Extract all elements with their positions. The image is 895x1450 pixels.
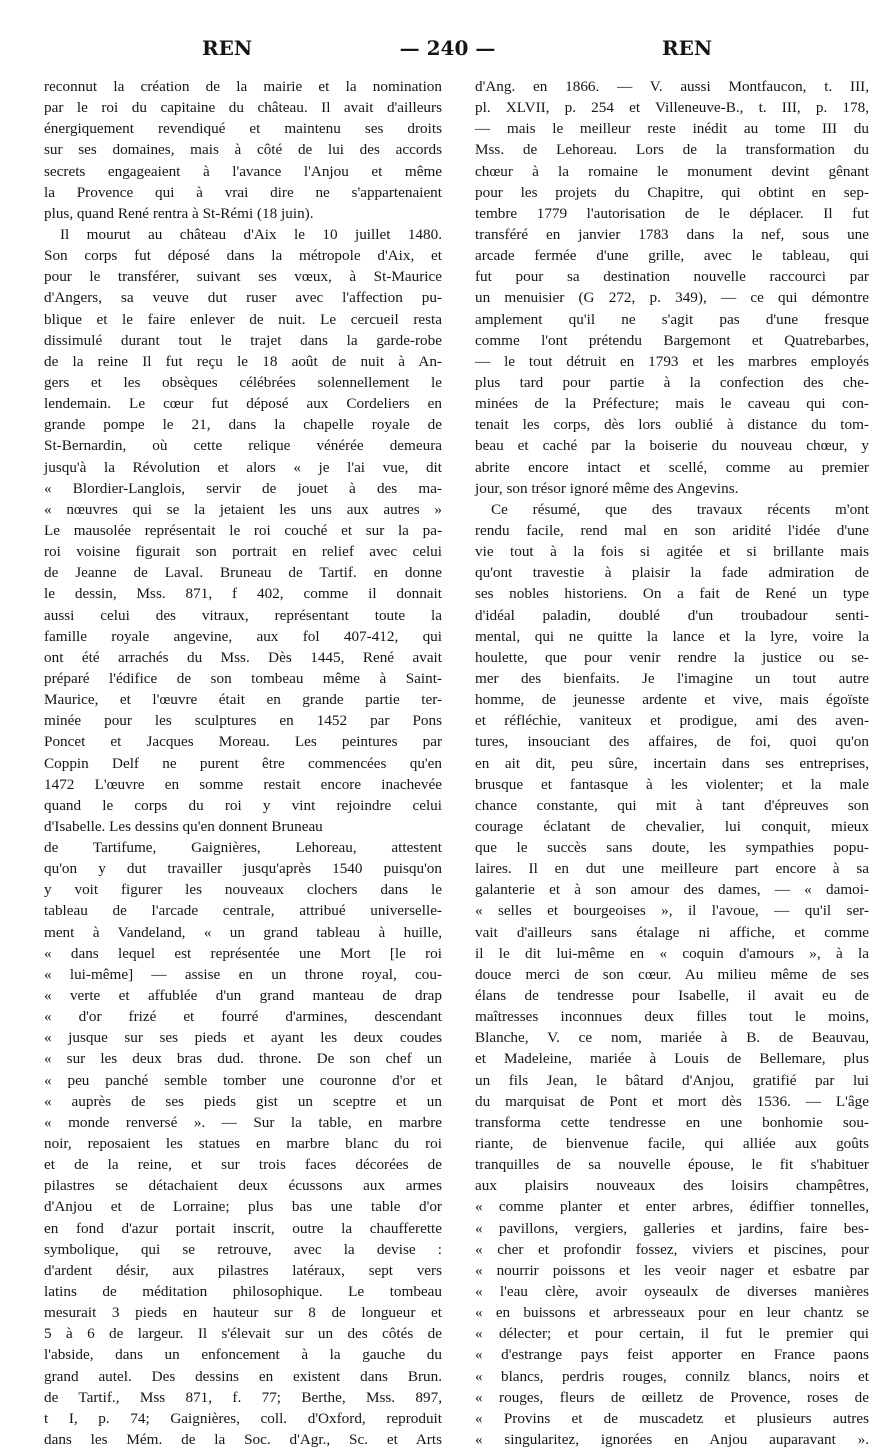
text-line: fut pour sa destination nouvelle raccourci par [475, 268, 869, 286]
text-line: « rouges, fleurs de œilletz de Provence, roses de [475, 1388, 869, 1406]
text-line: chœur à la romaine le monument devint gênant [475, 162, 869, 180]
text-line: Le mausolée représentait le roi couché et sur la pa- [44, 521, 442, 539]
text-line: « d'estrange pays feist apporter en France paons [475, 1346, 869, 1364]
text-line: secrets engageaient à l'avance l'Anjou et même [44, 162, 442, 180]
left-column [44, 76, 442, 1448]
text-line: Il mourut au château d'Aix le 10 juillet 1480. [60, 225, 442, 243]
text-line: et de la reine, et sur trois faces décorées de [44, 1156, 442, 1174]
text-line: « auprès de ses pieds gist un sceptre et un [44, 1092, 442, 1110]
text-line: et réfléchie, vaniteux et prodigue, ami des aven- [475, 712, 869, 730]
text-line: « Provins et de muscadetz et plusieurs autres [475, 1409, 869, 1427]
text-line: grande pompe le 21, dans la chapelle royale de [44, 416, 442, 434]
text-line: symbolique, qui se retrouve, avec la devise : [44, 1240, 442, 1258]
text-line: un menuisier (G 272, p. 349), — ce qui démontre [475, 289, 869, 307]
text-line: ses nobles historiens. On a fait de René un type [475, 585, 869, 603]
text-line: « singularitez, ignorées en Anjou auparavant ». [475, 1431, 869, 1448]
text-line: vie tout à la fois si agitée et si brillante mais [475, 543, 869, 561]
text-line: reconnut la création de la mairie et la nomination [44, 78, 442, 95]
text-line: quand le corps du roi y vint rejoindre celui [44, 796, 442, 814]
text-line: comme l'ont prétendu Bargemont et Quatrebarbes, [475, 331, 869, 349]
text-line: aux plaisirs nouveaux des loisirs champêtres, [475, 1177, 869, 1195]
text-line: en ait dit, peu sûre, incertain dans ses entreprises, [475, 754, 869, 772]
text-line: de la reine Il fut reçu le 18 août de nuit à An- [44, 352, 442, 370]
text-line: mer des bienfaits. Je l'imagine un tout autre [475, 669, 869, 687]
text-line: « en buissons et arbresseaux pour en leur chantz se [475, 1304, 869, 1322]
text-line: tranquilles de sa nouvelle épouse, le fit s'habituer [475, 1156, 869, 1174]
text-line: « Blordier-Langlois, servir de jouet à des ma- [44, 479, 442, 497]
text-line: élans de tendresse pour Isabelle, il avait eu de [475, 987, 869, 1005]
text-line: sur ses domaines, mais à côté de lui des accords [44, 141, 442, 159]
page-number: — 240 — [399, 36, 496, 60]
text-line: « d'or frizé et fourré d'armines, descendant [44, 1008, 442, 1026]
text-line: noir, reposaient les statues en marbre blanc du roi [44, 1135, 442, 1153]
text-line: d'Angers, sa veuve dut ruser avec l'affection pu- [44, 289, 442, 307]
text-line: préparé l'édifice de son tombeau même à Saint- [44, 669, 442, 687]
text-line: mental, qui ne quitte la lance et la lyre, voire la [475, 627, 869, 645]
text-line: d'Isabelle. Les dessins qu'en donnent Bruneau [44, 817, 323, 835]
text-line: transféré en janvier 1783 dans la nef, sous une [475, 225, 869, 243]
text-line: « délecter; et pour certain, il fut le premier qui [475, 1325, 869, 1343]
text-line: l'abside, dans un enfoncement à la gauche du [44, 1346, 442, 1364]
text-line: blique et le faire enlever de nuit. Le cercueil resta [44, 310, 442, 328]
header-left-keyword: REN [202, 36, 253, 60]
text-line: « pavillons, vergiers, galleries et jardins, faire bes- [475, 1219, 869, 1237]
text-line: brusque et fantasque à les violenter; et la male [475, 775, 869, 793]
text-line: du marquisat de Pont et mort dès 1536. — L'âge [475, 1092, 869, 1110]
text-line: « nœuvres qui se la jetaient les uns aux autres » [44, 500, 442, 518]
text-line: plus tard pour partie à la confection des che- [475, 373, 869, 391]
text-line: abrite encore intact et scellé, comme au premier [475, 458, 869, 476]
text-line: pour le transférer, suivant ses vœux, à St-Maurice [44, 268, 442, 286]
text-line: famille royale angevine, aux fol 407-412, qui [44, 627, 442, 645]
text-line: pl. XLVII, p. 254 et Villeneuve-B., t. III, p. 178, [475, 99, 869, 117]
text-line: un fils Jean, le bâtard d'Anjou, gratifié par lui [475, 1071, 869, 1089]
text-line: d'ardent désir, aux pilastres latéraux, sept vers [44, 1261, 442, 1279]
text-line: lendemain. Le cœur fut déposé aux Cordeliers en [44, 395, 442, 413]
right-column [475, 76, 869, 1448]
text-line: 1472 L'œuvre en somme restait encore inachevée [44, 775, 442, 793]
text-line: riante, de bienvenue facile, qui alliée aux goûts [475, 1135, 869, 1153]
text-line: « blancs, perdris rouges, connilz blancs, noirs et [475, 1367, 869, 1385]
text-line: Blanche, V. ce nom, mariée à B. de Beauvau, [475, 1029, 869, 1047]
text-line: tableau de l'arcade centrale, attribué universelle- [44, 902, 442, 920]
text-line: d'Ang. en 1866. — V. aussi Montfaucon, t. III, [475, 78, 869, 95]
text-line: ment à Vandeland, « un grand tableau à huille, [44, 923, 442, 941]
text-line: énergiquement revendiqué et maintenu ses droits [44, 120, 442, 138]
text-line: beau et caché par la boiserie du nouveau chœur, y [475, 437, 869, 455]
text-line: dissimulé durant tout le trajet dans la garde-robe [44, 331, 442, 349]
text-line: de Jeanne de Laval. Bruneau de Tartif. en donne [44, 564, 442, 582]
text-line: tures, insouciant des affaires, de foi, quoi qu'on [475, 733, 869, 751]
text-line: pour les projets du Chapitre, qui obtint en sep- [475, 183, 869, 201]
text-line: t I, p. 74; Gaignières, coll. d'Oxford, reproduit [44, 1409, 442, 1427]
text-line: « nourrir poissons et les veoir nager et esbatre par [475, 1261, 869, 1279]
text-line: et Madeleine, mariée à Louis de Bellemare, plus [475, 1050, 869, 1068]
text-line: mesurait 3 pieds en hauteur sur 8 de longueur et [44, 1304, 442, 1322]
text-line: minée pour les sculptures en 1452 par Pons [44, 712, 442, 730]
text-line: plus, quand René rentra à St-Rémi (18 juin). [44, 204, 314, 222]
text-line: dans les Mém. de la Soc. d'Agr., Sc. et Arts [44, 1431, 442, 1448]
text-line: courage éclatant de chevalier, lui conquit, mieux [475, 817, 869, 835]
text-line: — le tout détruit en 1793 et les marbres employés [475, 352, 869, 370]
text-line: gers et les obsèques célébrées solennellement le [44, 373, 442, 391]
text-line: laires. Il en dut une meilleure part encore à sa [475, 860, 869, 878]
text-line: chance constante, qui mit à tant d'épreuves son [475, 796, 869, 814]
text-line: de Tartif., Mss 871, f. 77; Berthe, Mss. 897, [44, 1388, 442, 1406]
text-line: jour, son trésor ignoré même des Angevins. [475, 479, 739, 497]
text-line: « sur les deux bras dud. throne. De son chef un [44, 1050, 442, 1068]
text-line: la Provence qui à vrai dire ne s'appartenaient [44, 183, 442, 201]
text-line: grand autel. Des dessins en existent dans Brun. [44, 1367, 442, 1385]
text-line: douce merci de son cœur. Au milieu même de ses [475, 965, 869, 983]
header-right-keyword: REN [662, 36, 713, 60]
text-line: « cher et profondir fossez, viviers et piscines, pour [475, 1240, 869, 1258]
text-line: amplement qu'il ne s'agit pas d'une fresque [475, 310, 869, 328]
text-line: le dessin, Mss. 871, f 402, comme il donnait [44, 585, 442, 603]
text-line: en fond d'azur portait inscrit, outre la chaufferette [44, 1219, 442, 1237]
text-line: d'Anjou et de Lorraine; plus bas une table d'or [44, 1198, 442, 1216]
text-line: — mais le meilleur reste inédit au tome III du [475, 120, 869, 138]
text-line: rendu facile, rend mal en son aridité l'idée d'une [475, 521, 869, 539]
text-line: homme, de jeunesse ardente et vive, mais égoïste [475, 691, 869, 709]
text-line: qu'ont travestie à plaisir la fade admiration de [475, 564, 869, 582]
text-line: pilastres se détachaient deux écussons aux armes [44, 1177, 442, 1195]
text-line: aussi celui des vitraux, représentant toute la [44, 606, 442, 624]
text-line: vait d'ailleurs sans étalage ni affiche, et comme [475, 923, 869, 941]
text-line: « peu panché semble tomber une couronne d'or et [44, 1071, 442, 1089]
text-line: roi voisine figurait son portrait en relief avec celui [44, 543, 442, 561]
text-line: « lui-même] — assise en un throne royal, cou- [44, 965, 442, 983]
text-line: par le roi du capitaine du château. Il avait d'ailleurs [44, 99, 442, 117]
text-line: « l'eau clère, avoir oyseaulx de diverses manières [475, 1283, 869, 1301]
text-line: galanterie et à son amour des dames, — « damoi- [475, 881, 869, 899]
text-line: maîtresses inconnues deux filles tout le moins, [475, 1008, 869, 1026]
text-line: « verte et affublée d'un grand manteau de drap [44, 987, 442, 1005]
text-line: latins de méditation philosophique. Le tombeau [44, 1283, 442, 1301]
text-line: Son corps fut déposé dans la métropole d'Aix, et [44, 247, 442, 265]
text-line: 5 à 6 de largeur. Il s'élevait sur un des côtés de [44, 1325, 442, 1343]
text-line: Mss. de Lehoreau. Lors de la transformation du [475, 141, 869, 159]
text-line: « selles et bourgeoises », il l'avoue, — qu'il ser- [475, 902, 869, 920]
text-line: St-Bernardin, où cette relique vénérée demeura [44, 437, 442, 455]
text-line: Coppin Delf ne purent être commencées qu'en [44, 754, 442, 772]
text-line: y voit figurer les nouveaux clochers dans le [44, 881, 442, 899]
text-line: « dans lequel est représentée une Mort [le roi [44, 944, 442, 962]
text-line: minées de la Préfecture; mais le caveau qui con- [475, 395, 869, 413]
text-line: houlette, que pour venir rendre la justice ou se- [475, 648, 869, 666]
text-line: de Tartifume, Gaignières, Lehoreau, attestent [44, 839, 442, 857]
text-line: tembre 1779 l'autorisation de le déplacer. Il fut [475, 204, 869, 222]
text-line: « monde renversé ». — Sur la table, en marbre [44, 1113, 442, 1131]
text-line: il le dit lui-même en « coquin d'amours », à la [475, 944, 869, 962]
text-line: ont été arrachés du Mss. Dès 1445, René avait [44, 648, 442, 666]
text-line: jusqu'à la Révolution et alors « je l'ai vue, dit [44, 458, 442, 476]
text-line: qu'on y dut travailler jusqu'après 1540 puisqu'on [44, 860, 442, 878]
text-line: « jusque sur ses pieds et ayant les deux coudes [44, 1029, 442, 1047]
text-line: tenait les corps, dès lors oublié à distance du tom- [475, 416, 869, 434]
text-line: Maurice, et l'œuvre était en grande partie ter- [44, 691, 442, 709]
text-line: transforma cette tendresse en une bonhomie sou- [475, 1113, 869, 1131]
text-line: d'idéal paladin, doublé d'un troubadour senti- [475, 606, 869, 624]
text-line: « comme planter et enter arbres, édiffier tonnelles, [475, 1198, 869, 1216]
running-header [0, 36, 895, 64]
text-line: Poncet et Jacques Moreau. Les peintures par [44, 733, 442, 751]
text-line: que le succès sans doute, les sympathies popu- [475, 839, 869, 857]
text-line: arcade fermée d'une grille, avec le tableau, qui [475, 247, 869, 265]
text-line: Ce résumé, que des travaux récents m'ont [491, 500, 869, 518]
